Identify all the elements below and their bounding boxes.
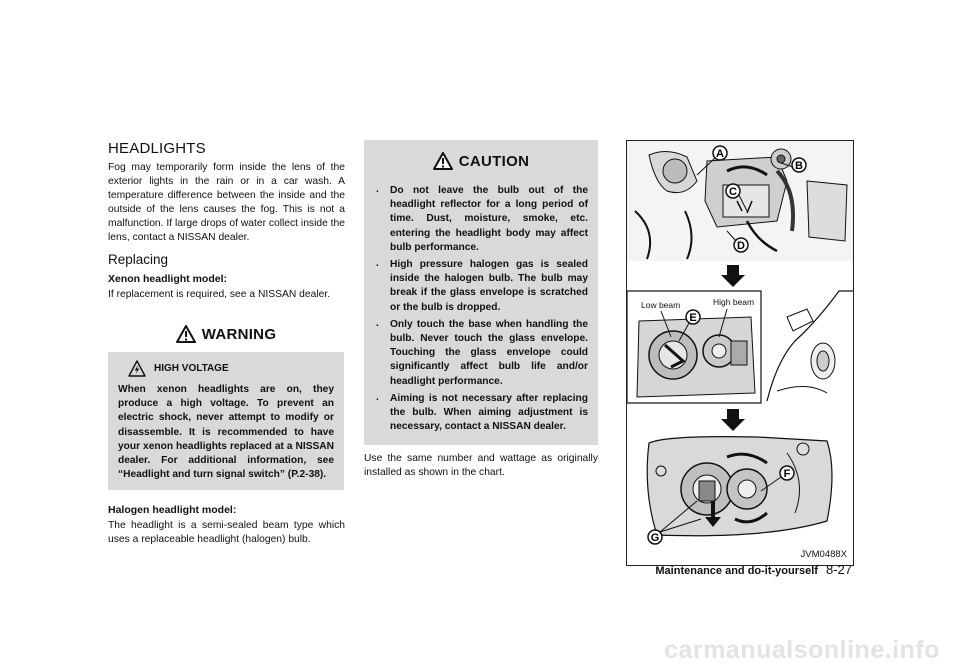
xenon-heading: Xenon headlight model: bbox=[108, 273, 228, 285]
warning-text: When xenon headlights are on, they produce a high voltage. To prevent an electric shock, never attempt to modify or disassemble. It is recommended to have your xenon headlights replaced at a NISSAN dealer. For additional information, see “Headlight and turn signal switch” (P.2-38). bbox=[118, 384, 334, 481]
caution-item: . Do not leave the bulb out of the headlight reflector for a long period of time. Dust, moisture, smoke, etc. entering the headlight body may affect bulb performance. bbox=[374, 184, 588, 255]
figure-reference: JVM0488X bbox=[800, 549, 847, 560]
high-voltage-label: HIGH VOLTAGE bbox=[154, 363, 229, 374]
callout-a: A bbox=[716, 148, 724, 160]
halogen-paragraph: The headlight is a semi-sealed beam type which uses a replaceable headlight (halogen) bulb. bbox=[108, 520, 345, 546]
caution-header bbox=[364, 140, 598, 182]
down-arrow-1 bbox=[721, 265, 745, 287]
caution-box bbox=[364, 140, 598, 445]
warning-header bbox=[108, 316, 344, 352]
xenon-paragraph: If replacement is required, see a NISSAN dealer. bbox=[108, 289, 331, 300]
caution-icon bbox=[433, 152, 453, 170]
caution-body bbox=[364, 182, 598, 445]
callout-b: B bbox=[795, 160, 803, 172]
callout-f: F bbox=[783, 468, 791, 480]
caution-item: . Only touch the base when handling the bulb. Never touch the glass envelope. Touching the glass envelope could significantly affect bulb life and/or headlight performance. bbox=[374, 318, 588, 389]
caution-title: CAUTION bbox=[458, 152, 530, 170]
callout-d: D bbox=[737, 240, 745, 252]
down-arrow-2 bbox=[721, 409, 745, 431]
caution-list bbox=[374, 184, 588, 434]
left-column bbox=[108, 140, 345, 547]
warning-title: WARNING bbox=[201, 325, 277, 343]
wattage-paragraph: Use the same number and wattage as originally installed as shown in the chart. bbox=[364, 453, 598, 478]
replacing-subheading: Replacing bbox=[108, 252, 169, 267]
bulb-removal-panel bbox=[647, 437, 832, 536]
warning-icon bbox=[176, 325, 196, 343]
low-beam-label: Low beam bbox=[641, 300, 681, 310]
caution-item: . High pressure halogen gas is sealed inside the halogen bulb. The bulb may break if the glass envelope is scratched or the bulb is dropped. bbox=[374, 258, 588, 315]
callout-g: G bbox=[650, 532, 660, 544]
section-heading: HEADLIGHTS bbox=[108, 140, 206, 157]
caution-item-text: Only touch the base when handling the bulb. Never touch the glass envelope. Touching the glass envelope could significantly affect bulb life and/or headlight performance. bbox=[390, 318, 588, 387]
intro-paragraph: Fog may temporarily form inside the lens of the exterior lights in the rain or in a car wash. A temperature difference between the inside and the outside of the lens causes the fog. This is not a malfunction. If large drops of water collect inside the lens, contact a NISSAN dealer. bbox=[108, 162, 345, 243]
footer-section-label: Maintenance and do-it-yourself bbox=[655, 565, 818, 577]
warning-body bbox=[108, 352, 344, 490]
headlight-figure bbox=[626, 140, 854, 566]
callout-c: C bbox=[729, 186, 737, 198]
page-footer bbox=[655, 562, 852, 577]
high-voltage-row bbox=[128, 360, 334, 377]
headlight-illustration bbox=[627, 141, 853, 565]
headlight-rear-panel bbox=[627, 291, 853, 403]
watermark: carmanualsonline.info bbox=[664, 636, 940, 664]
page-number: 8-27 bbox=[825, 562, 852, 577]
right-column bbox=[626, 140, 852, 566]
wattage-note bbox=[364, 452, 598, 480]
halogen-heading: Halogen headlight model: bbox=[108, 504, 237, 517]
caution-item-text: High pressure halogen gas is sealed inside the halogen bulb. The bulb may break if the glass envelope is scratched or the bulb is dropped. bbox=[390, 259, 588, 313]
caution-item: . Aiming is not necessary after replacing the bulb. When aiming adjustment is necessary, contact a NISSAN dealer. bbox=[374, 392, 588, 435]
high-beam-label: High beam bbox=[713, 297, 755, 307]
high-voltage-icon bbox=[128, 360, 146, 377]
caution-item-text: Do not leave the bulb out of the headlight reflector for a long period of time. Dust, moisture, smoke, etc. entering the headlight body may affect bulb performance. bbox=[390, 185, 588, 253]
caution-item-text: Aiming is not necessary after replacing the bulb. When aiming adjustment is necessary, contact a NISSAN dealer. bbox=[390, 392, 588, 433]
warning-box bbox=[108, 316, 344, 490]
callout-e: E bbox=[689, 312, 697, 324]
